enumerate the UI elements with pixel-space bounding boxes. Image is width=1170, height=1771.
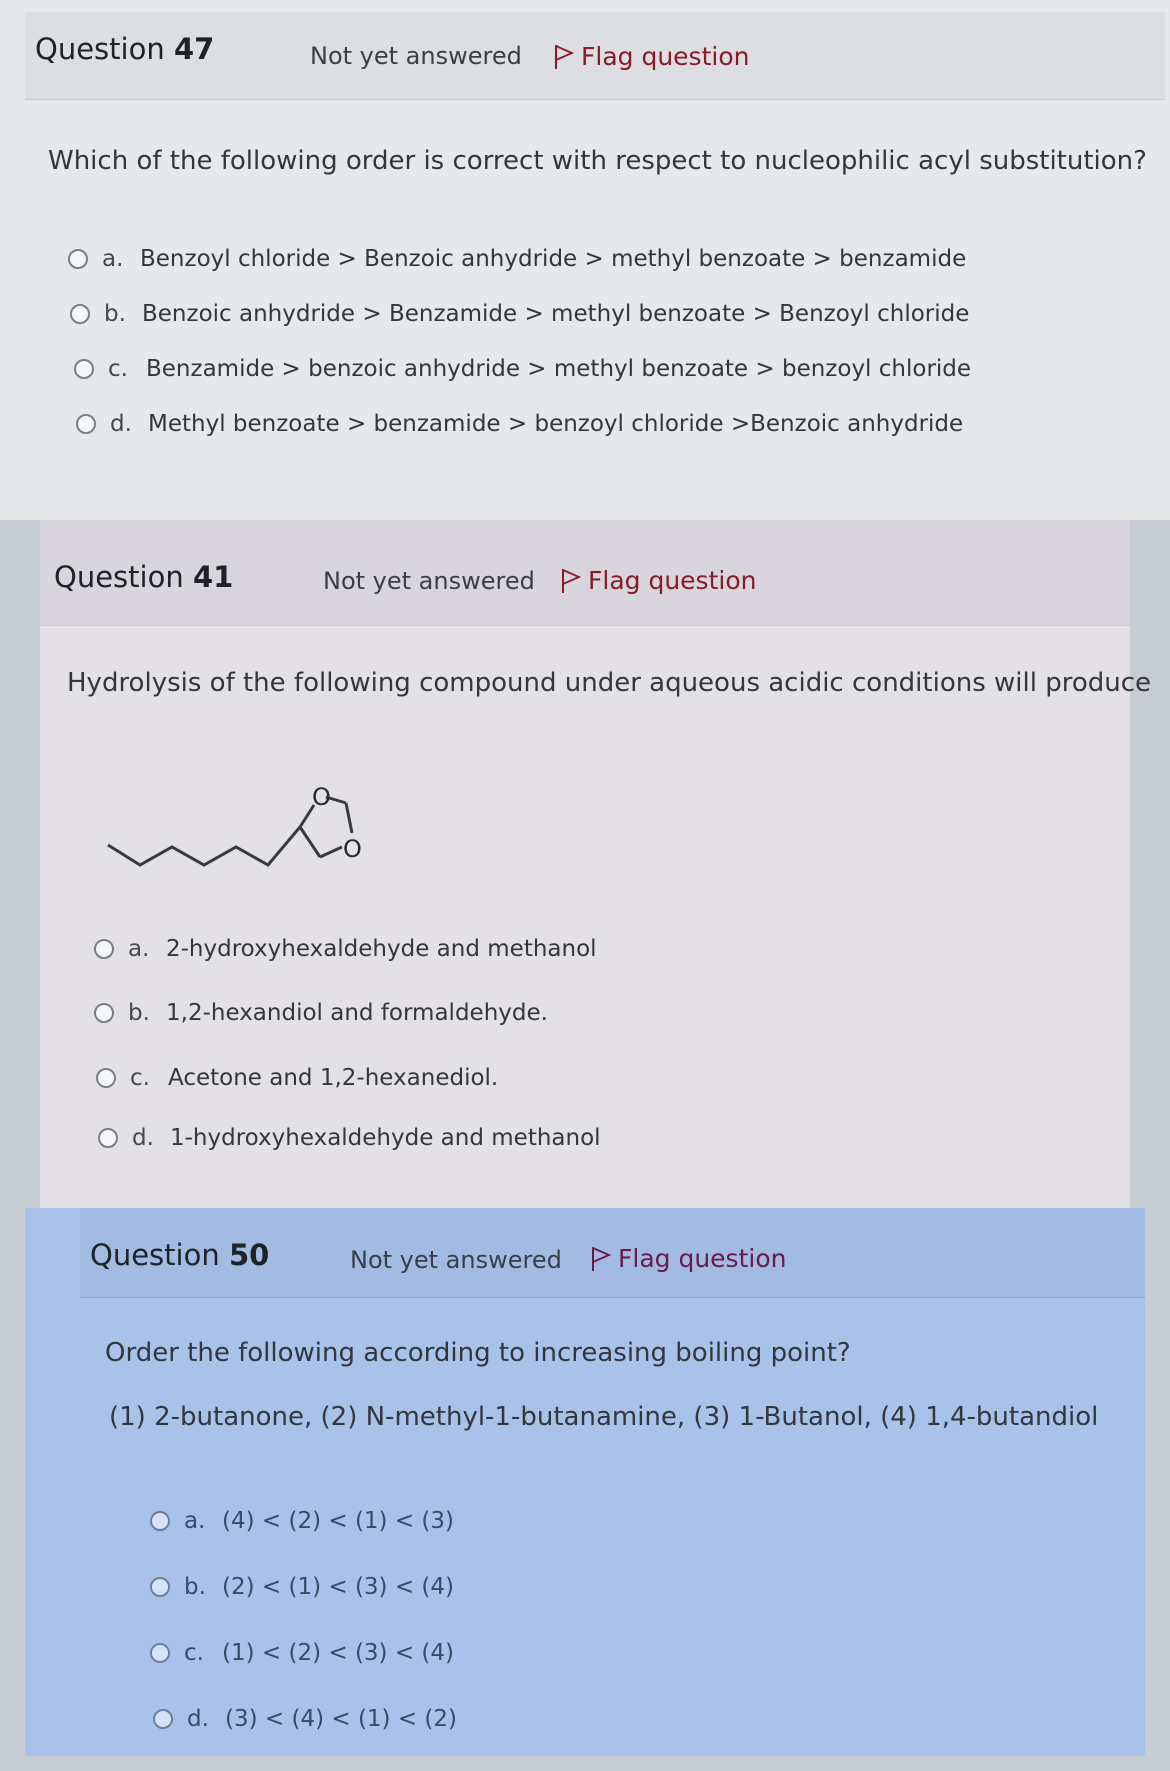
option-text: (1) < (2) < (3) < (4) bbox=[222, 1640, 454, 1666]
question-41-panel bbox=[40, 520, 1152, 1210]
question-status: Not yet answered bbox=[350, 1246, 562, 1274]
radio-button[interactable] bbox=[74, 359, 94, 379]
flag-icon bbox=[553, 43, 575, 71]
radio-button[interactable] bbox=[94, 939, 114, 959]
option-letter: b. bbox=[128, 1000, 150, 1026]
radio-button[interactable] bbox=[153, 1709, 173, 1729]
question-header bbox=[40, 520, 1130, 626]
option-d[interactable] bbox=[98, 1125, 601, 1151]
oxygen-atom-label: O bbox=[312, 783, 331, 811]
option-text: Benzoic anhydride > Benzamide > methyl benzoate > Benzoyl chloride bbox=[142, 301, 970, 327]
flag-question-label: Flag question bbox=[588, 566, 757, 595]
option-text: (2) < (1) < (3) < (4) bbox=[222, 1574, 454, 1600]
option-text: Benzamide > benzoic anhydride > methyl benzoate > benzoyl chloride bbox=[146, 356, 972, 382]
option-c[interactable] bbox=[74, 356, 971, 382]
radio-button[interactable] bbox=[68, 249, 88, 269]
option-c[interactable] bbox=[96, 1065, 498, 1091]
question-status: Not yet answered bbox=[323, 567, 535, 595]
flag-question-label: Flag question bbox=[618, 1244, 787, 1273]
option-c[interactable] bbox=[150, 1640, 454, 1666]
option-a[interactable] bbox=[94, 936, 597, 962]
option-text: Methyl benzoate > benzamide > benzoyl chloride >Benzoic anhydride bbox=[148, 411, 964, 437]
option-letter: a. bbox=[184, 1508, 206, 1534]
option-b[interactable] bbox=[70, 301, 969, 327]
radio-button[interactable] bbox=[70, 304, 90, 324]
flag-question-link[interactable] bbox=[553, 42, 749, 71]
radio-button[interactable] bbox=[94, 1003, 114, 1023]
option-d[interactable] bbox=[76, 411, 963, 437]
option-letter: d. bbox=[187, 1706, 209, 1732]
question-subtext: (1) 2-butanone, (2) N-methyl-1-butanamine, (3) 1-Butanol, (4) 1,4-butandiol bbox=[109, 1402, 1099, 1432]
question-status: Not yet answered bbox=[310, 42, 522, 70]
option-text: 2-hydroxyhexaldehyde and methanol bbox=[166, 936, 597, 962]
option-letter: d. bbox=[132, 1125, 154, 1151]
option-d[interactable] bbox=[153, 1706, 457, 1732]
option-text: (4) < (2) < (1) < (3) bbox=[222, 1508, 454, 1534]
option-text: Acetone and 1,2-hexanediol. bbox=[168, 1065, 499, 1091]
radio-button[interactable] bbox=[150, 1643, 170, 1663]
question-47-panel bbox=[0, 0, 1170, 520]
option-a[interactable] bbox=[150, 1508, 454, 1534]
radio-button[interactable] bbox=[76, 414, 96, 434]
radio-button[interactable] bbox=[96, 1068, 116, 1088]
flag-icon bbox=[590, 1245, 612, 1273]
option-letter: c. bbox=[108, 356, 128, 382]
question-header bbox=[80, 1208, 1145, 1298]
option-a[interactable] bbox=[68, 246, 966, 272]
radio-button[interactable] bbox=[98, 1128, 118, 1148]
option-letter: b. bbox=[104, 301, 126, 327]
question-title: Question 41 bbox=[54, 560, 234, 594]
question-text: Which of the following order is correct with respect to nucleophilic acyl substitution? bbox=[48, 146, 1147, 176]
radio-button[interactable] bbox=[150, 1577, 170, 1597]
option-text: 1,2-hexandiol and formaldehyde. bbox=[166, 1000, 548, 1026]
question-title: Question 47 bbox=[35, 32, 215, 66]
question-text: Hydrolysis of the following compound under aqueous acidic conditions will produce bbox=[67, 668, 1152, 698]
question-header bbox=[25, 12, 1165, 100]
option-b[interactable] bbox=[94, 1000, 548, 1026]
option-letter: a. bbox=[102, 246, 124, 272]
option-letter: d. bbox=[110, 411, 132, 437]
oxygen-atom-label: O bbox=[343, 835, 362, 863]
flag-question-link[interactable] bbox=[590, 1244, 786, 1273]
question-text: Order the following according to increasing boiling point? bbox=[105, 1338, 851, 1368]
option-text: 1-hydroxyhexaldehyde and methanol bbox=[170, 1125, 601, 1151]
option-text: Benzoyl chloride > Benzoic anhydride > methyl benzoate > benzamide bbox=[140, 246, 967, 272]
chemical-structure bbox=[100, 775, 400, 905]
option-letter: a. bbox=[128, 936, 150, 962]
radio-button[interactable] bbox=[150, 1511, 170, 1531]
flag-question-link[interactable] bbox=[560, 566, 756, 595]
option-b[interactable] bbox=[150, 1574, 454, 1600]
question-50-panel bbox=[25, 1208, 1145, 1756]
flag-question-label: Flag question bbox=[581, 42, 750, 71]
question-title: Question 50 bbox=[90, 1238, 270, 1272]
option-text: (3) < (4) < (1) < (2) bbox=[225, 1706, 457, 1732]
flag-icon bbox=[560, 567, 582, 595]
option-letter: b. bbox=[184, 1574, 206, 1600]
option-letter: c. bbox=[184, 1640, 204, 1666]
option-letter: c. bbox=[130, 1065, 150, 1091]
